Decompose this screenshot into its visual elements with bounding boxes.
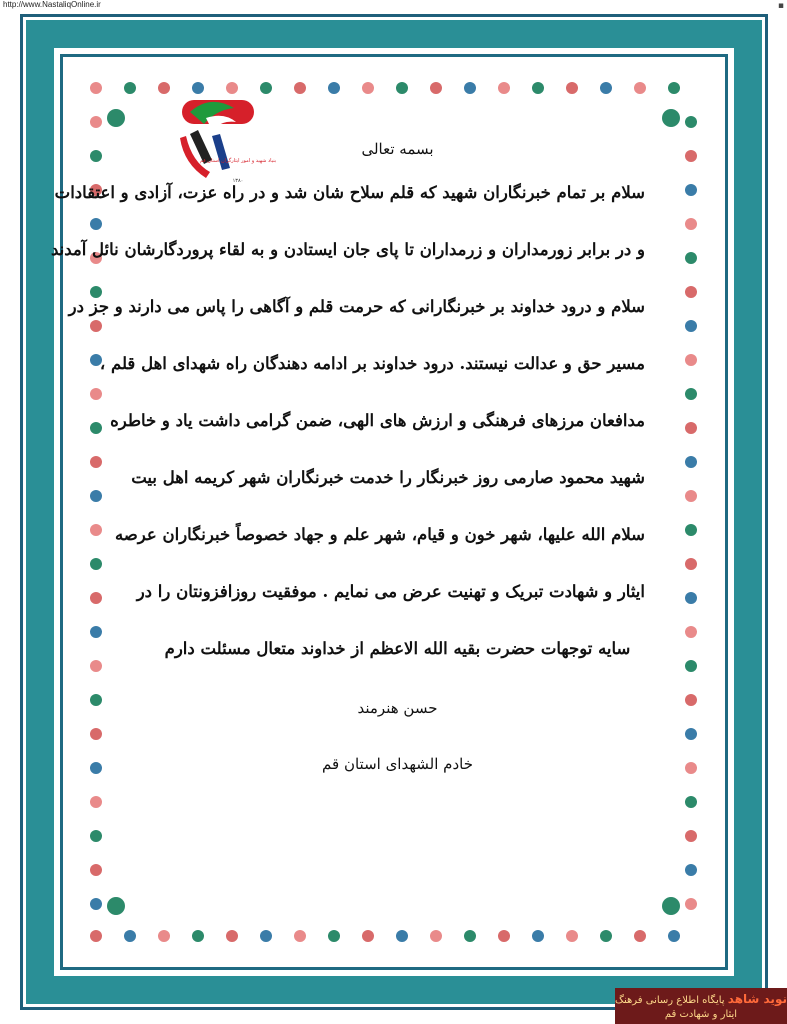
logo-org-name: بنیاد شهید و امور ایثارگران استان قم <box>199 158 277 164</box>
flower-ornament <box>685 796 697 808</box>
source-url: http://www.NastaliqOnline.ir <box>3 0 101 9</box>
flower-ornament <box>685 184 697 196</box>
flower-ornament <box>685 218 697 230</box>
flower-ornament <box>634 930 646 942</box>
logo-year: ۱۳۸۰ <box>232 178 244 184</box>
letter-line: سلام الله علیها، شهر خون و قیام، شهر علم و جهاد خصوصاً خبرنگاران عرصه <box>114 525 645 544</box>
flower-ornament <box>90 150 102 162</box>
flower-ornament <box>90 864 102 876</box>
flower-ornament <box>90 320 102 332</box>
flower-ornament <box>668 930 680 942</box>
letter-line: مدافعان مرزهای فرهنگی و ارزش های الهی، ضمن گرامی داشت یاد و خاطره <box>110 411 645 430</box>
badge-subtitle: پایگاه اطلاع رسانی فرهنگ ایثار و شهادت قم <box>615 995 738 1020</box>
flower-ornament <box>685 252 697 264</box>
signature-name: حسن هنرمند <box>357 699 438 717</box>
flower-ornament <box>226 930 238 942</box>
letter-heading: بسمه تعالی <box>361 140 434 158</box>
flower-ornament <box>600 82 612 94</box>
flower-ornament <box>685 490 697 502</box>
flower-ornament <box>158 930 170 942</box>
flower-ornament <box>498 930 510 942</box>
flower-ornament <box>668 82 680 94</box>
flower-ornament <box>90 694 102 706</box>
flower-ornament <box>396 82 408 94</box>
letter-line: سلام و درود خداوند بر خبرنگارانی که حرمت قلم و آگاهی را پاس می دارند و جز در <box>68 297 645 316</box>
flower-ornament <box>260 930 272 942</box>
flower-ornament <box>90 558 102 570</box>
flower-ornament <box>685 116 697 128</box>
letter-line: شهید محمود صارمی روز خبرنگار را خدمت خبرنگاران شهر کریمه اهل بیت <box>131 468 645 487</box>
signature-title: خادم الشهدای استان قم <box>322 755 473 773</box>
flower-ornament <box>685 524 697 536</box>
flower-ornament <box>362 82 374 94</box>
badge-brand: نوید شاهد <box>727 992 787 1006</box>
flower-ornament <box>685 898 697 910</box>
flower-ornament <box>498 82 510 94</box>
flower-ornament <box>685 762 697 774</box>
flower-ornament <box>90 930 102 942</box>
flower-ornament <box>90 490 102 502</box>
flower-ornament <box>685 830 697 842</box>
page-corner-icon: ▪ <box>777 1 784 11</box>
flower-ornament <box>90 728 102 740</box>
flower-ornament <box>685 864 697 876</box>
flower-ornament <box>532 930 544 942</box>
flower-ornament <box>90 422 102 434</box>
flower-ornament <box>566 82 578 94</box>
flower-ornament <box>90 456 102 468</box>
flower-ornament <box>90 830 102 842</box>
flower-ornament <box>90 524 102 536</box>
flower-ornament <box>90 592 102 604</box>
flower-ornament <box>90 796 102 808</box>
letter-line: ایثار و شهادت تبریک و تهنیت عرض می نمایم . موفقیت روزافزونتان را در <box>136 582 645 601</box>
flower-ornament <box>260 82 272 94</box>
letter-line: سایه توجهات حضرت بقیه الله الاعظم از خداوند متعال مسئلت دارم <box>164 639 631 658</box>
flower-ornament <box>685 320 697 332</box>
flower-ornament <box>634 82 646 94</box>
flower-ornament <box>685 456 697 468</box>
flower-ornament <box>90 762 102 774</box>
flower-ornament <box>600 930 612 942</box>
flower-ornament <box>90 388 102 400</box>
flower-ornament <box>328 930 340 942</box>
flower-ornament <box>430 82 442 94</box>
flower-ornament <box>107 109 125 127</box>
flower-ornament <box>362 930 374 942</box>
flower-ornament <box>90 218 102 230</box>
flower-ornament <box>662 109 680 127</box>
letter-line: سلام بر تمام خبرنگاران شهید که قلم سلاح شان شد و در راه عزت، آزادی و اعتقادات <box>54 183 645 202</box>
flower-ornament <box>90 116 102 128</box>
flower-ornament <box>464 82 476 94</box>
flower-ornament <box>192 930 204 942</box>
flower-ornament <box>685 388 697 400</box>
flower-ornament <box>124 930 136 942</box>
flower-ornament <box>662 897 680 915</box>
flower-ornament <box>685 728 697 740</box>
letter-body <box>50 140 645 773</box>
flower-ornament <box>430 930 442 942</box>
flower-ornament <box>566 930 578 942</box>
flower-ornament <box>294 930 306 942</box>
flower-ornament <box>685 422 697 434</box>
flower-ornament <box>685 354 697 366</box>
flower-ornament <box>294 82 306 94</box>
flower-ornament <box>90 82 102 94</box>
flower-ornament <box>158 82 170 94</box>
letter-line: مسیر حق و عدالت نیستند. درود خداوند بر ادامه دهندگان راه شهدای اهل قلم ، <box>99 354 645 373</box>
flower-ornament <box>107 897 125 915</box>
flower-ornament <box>685 286 697 298</box>
flower-ornament <box>685 592 697 604</box>
flower-ornament <box>90 660 102 672</box>
flower-ornament <box>685 150 697 162</box>
flower-ornament <box>532 82 544 94</box>
flower-ornament <box>685 694 697 706</box>
flower-ornament <box>124 82 136 94</box>
flower-ornament <box>90 898 102 910</box>
flower-ornament <box>328 82 340 94</box>
flower-ornament <box>396 930 408 942</box>
flower-ornament <box>90 626 102 638</box>
flower-ornament <box>685 558 697 570</box>
flower-ornament <box>685 660 697 672</box>
flower-ornament <box>464 930 476 942</box>
flower-ornament <box>685 626 697 638</box>
navid-shahed-badge <box>615 988 787 1024</box>
letter-line: و در برابر زورمداران و زرمداران تا پای جان ایستادن و به لقاء پروردگارشان نائل آمدند <box>50 240 645 259</box>
